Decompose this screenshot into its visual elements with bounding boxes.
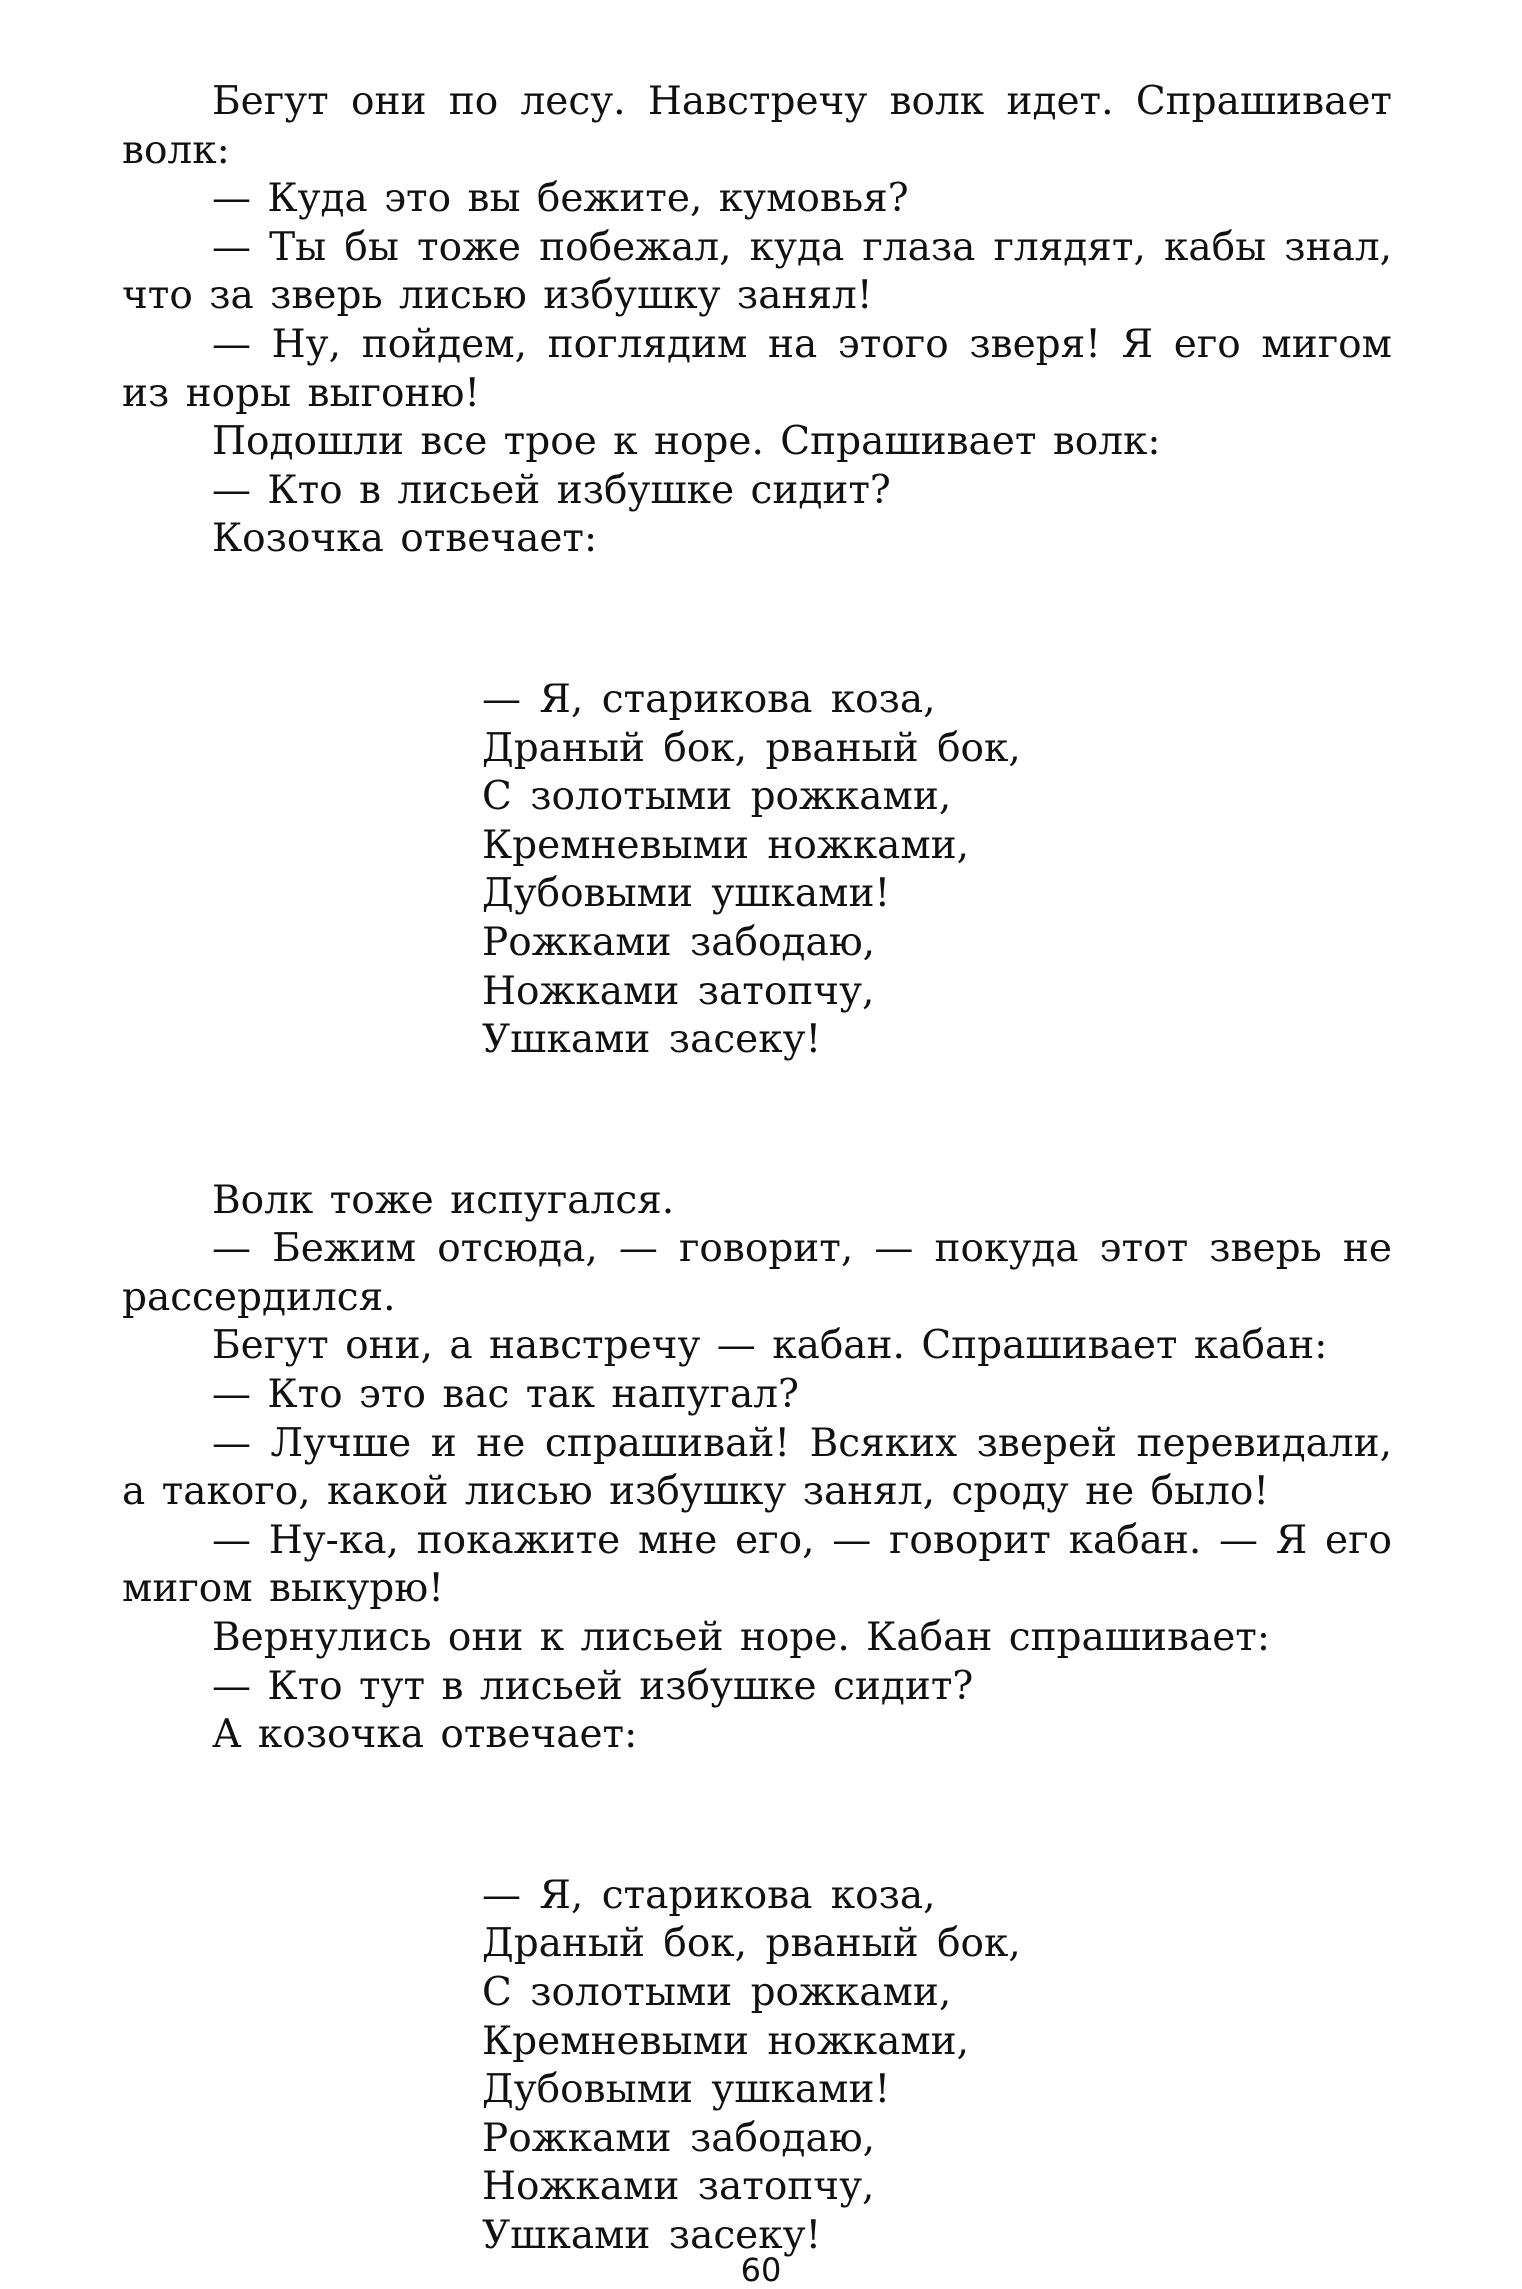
verse-stanza-1 bbox=[122, 676, 1392, 1065]
verse-line: Дубовыми ушками! bbox=[482, 2067, 891, 2113]
verse-line: Рожками забодаю, bbox=[482, 2115, 876, 2161]
verse-line: Кремневыми ножками, bbox=[482, 2018, 970, 2064]
verse-line: Ушками засеку! bbox=[482, 2212, 822, 2258]
paragraph: — Кто это вас так напугал? bbox=[212, 1372, 799, 1418]
paragraph: — Ты бы тоже побежал, куда глаза глядят, кабы знал, что за зверь лисью избушку занял! bbox=[122, 224, 1392, 319]
text-block bbox=[122, 78, 1392, 2261]
paragraph: — Лучше и не спрашивай! Всяких зверей перевидали, а такого, какой лисью избушку занял, сроду не было! bbox=[122, 1420, 1392, 1515]
paragraph: — Куда это вы бежите, кумовья? bbox=[212, 176, 909, 222]
paragraph: Бегут они по лесу. Навстречу волк идет. Спрашивает волк: bbox=[122, 79, 1392, 173]
paragraph: — Бежим отсюда, — говорит, — покуда этот зверь не рассердился. bbox=[122, 1226, 1392, 1320]
verse-line: Драный бок, рваный бок, bbox=[482, 1921, 1021, 1967]
paragraph: Вернулись они к лисьей норе. Кабан спрашивает: bbox=[212, 1615, 1271, 1661]
paragraph: — Кто тут в лисьей избушке сидит? bbox=[212, 1663, 974, 1709]
verse-line: Кремневыми ножками, bbox=[482, 822, 970, 868]
verse-line: Ушками засеку! bbox=[482, 1017, 822, 1063]
verse-line: С золотыми рожками, bbox=[482, 1970, 952, 2015]
stanza-gap bbox=[122, 1760, 1392, 1872]
stanza-gap bbox=[122, 1065, 1392, 1177]
paragraph: Волк тоже испугался. bbox=[212, 1177, 675, 1223]
paragraph: — Ну, пойдем, поглядим на этого зверя! Я его мигом из норы выгоню! bbox=[122, 321, 1392, 416]
paragraph: — Кто в лисьей избушке сидит? bbox=[212, 467, 891, 513]
stanza-gap bbox=[122, 564, 1392, 676]
paragraph: Подошли все трое к норе. Спрашивает волк: bbox=[212, 419, 1161, 465]
verse-line: С золотыми рожками, bbox=[482, 774, 952, 820]
verse-line: — Я, старикова коза, bbox=[482, 1872, 936, 1918]
verse-stanza-2 bbox=[122, 1872, 1392, 2261]
verse-line: Ножками затопчу, bbox=[482, 968, 875, 1014]
paragraph: Козочка отвечает: bbox=[212, 516, 598, 562]
paragraph: Бегут они, а навстречу — кабан. Спрашивает кабан: bbox=[212, 1323, 1328, 1369]
paragraph: А козочка отвечает: bbox=[212, 1712, 638, 1758]
verse-line: Драный бок, рваный бок, bbox=[482, 725, 1021, 771]
verse-line: Дубовыми ушками! bbox=[482, 871, 891, 917]
verse-line: Ножками затопчу, bbox=[482, 2164, 875, 2210]
page-number: 60 bbox=[740, 2251, 782, 2289]
verse-line: Рожками забодаю, bbox=[482, 919, 876, 965]
verse-line: — Я, старикова коза, bbox=[482, 676, 936, 722]
paragraph: — Ну-ка, покажите мне его, — говорит кабан. — Я его мигом выкурю! bbox=[122, 1517, 1392, 1612]
